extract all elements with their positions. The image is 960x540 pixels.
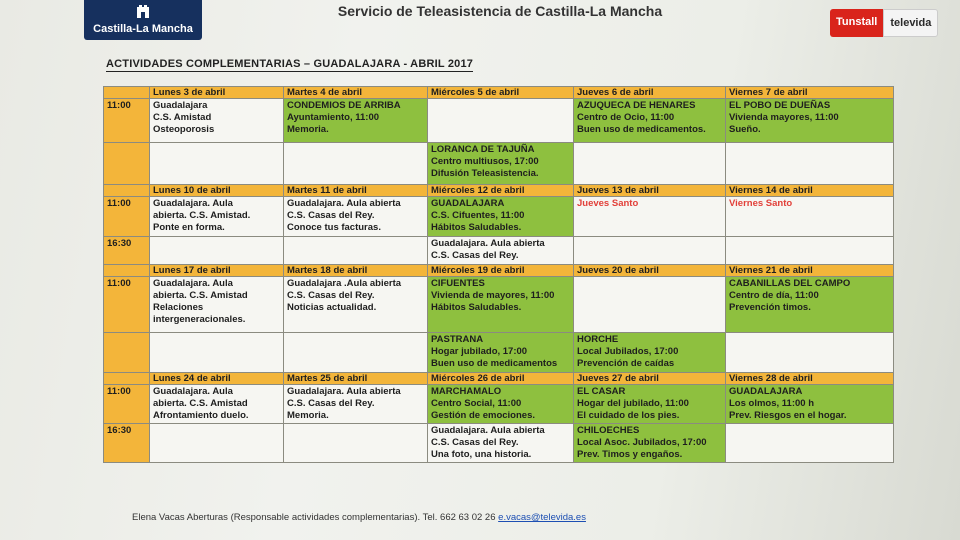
day-header: Viernes 14 de abril	[726, 185, 894, 197]
activity-text: CHILOECHES Local Asoc. Jubilados, 17:00 Prev. Timos y engaños.	[577, 425, 707, 460]
activity-cell	[150, 99, 284, 143]
day-header: Lunes 24 de abril	[150, 373, 284, 385]
televida-text: televida	[883, 9, 938, 37]
activity-cell	[726, 237, 894, 265]
week-header-row	[104, 185, 894, 197]
time-header-cell	[104, 373, 150, 385]
activity-cell	[574, 385, 726, 424]
time-cell: 11:00	[104, 197, 150, 237]
activity-text: MARCHAMALO Centro Social, 11:00 Gestión de emociones.	[431, 386, 535, 421]
activity-cell	[726, 143, 894, 185]
day-header: Miércoles 12 de abril	[428, 185, 574, 197]
activity-cell	[726, 277, 894, 333]
activity-text: CIFUENTES Vivienda de mayores, 11:00 Hábitos Saludables.	[431, 278, 555, 313]
activity-text: Guadalajara C.S. Amistad Osteoporosis	[153, 100, 215, 135]
activity-cell	[428, 333, 574, 373]
activity-cell	[574, 99, 726, 143]
activity-cell	[284, 197, 428, 237]
day-header: Viernes 28 de abril	[726, 373, 894, 385]
activity-row	[104, 99, 894, 143]
activity-cell	[284, 237, 428, 265]
activity-text: GUADALAJARA C.S. Cifuentes, 11:00 Hábitos Saludables.	[431, 198, 525, 233]
activity-row	[104, 143, 894, 185]
day-header: Jueves 27 de abril	[574, 373, 726, 385]
activity-cell	[150, 333, 284, 373]
schedule-table	[103, 86, 894, 463]
time-cell: 11:00	[104, 385, 150, 424]
activity-text: HORCHE Local Jubilados, 17:00 Prevención de caídas	[577, 334, 679, 369]
activity-cell	[574, 237, 726, 265]
time-header-cell	[104, 185, 150, 197]
week-header-row	[104, 265, 894, 277]
activity-text: EL POBO DE DUEÑAS Vivienda mayores, 11:00 Sueño.	[729, 100, 839, 135]
activity-cell	[428, 237, 574, 265]
footer-text: Elena Vacas Aberturas (Responsable actividades complementarias). Tel. 662 63 02 26	[132, 512, 496, 523]
activity-cell	[726, 385, 894, 424]
activity-cell	[150, 385, 284, 424]
activity-cell	[574, 143, 726, 185]
week-header-row	[104, 373, 894, 385]
day-header: Lunes 17 de abril	[150, 265, 284, 277]
activity-cell	[150, 197, 284, 237]
day-header: Lunes 3 de abril	[150, 87, 284, 99]
time-cell: 11:00	[104, 277, 150, 333]
activity-text: Guadalajara. Aula abierta. C.S. Amistad Relaciones intergeneracionales.	[153, 278, 248, 325]
activity-text: CONDEMIOS DE ARRIBA Ayuntamiento, 11:00 Memoria.	[287, 100, 401, 135]
time-cell: 11:00	[104, 99, 150, 143]
day-header: Martes 4 de abril	[284, 87, 428, 99]
activity-cell	[284, 143, 428, 185]
activity-text: Guadalajara. Aula abierta. C.S. Amistad. Ponte en forma.	[153, 198, 251, 233]
activity-text: Jueves Santo	[577, 198, 639, 209]
activity-text: EL CASAR Hogar del jubilado, 11:00 El cuidado de los pies.	[577, 386, 689, 421]
day-header: Martes 11 de abril	[284, 185, 428, 197]
activity-cell	[574, 333, 726, 373]
activity-row	[104, 385, 894, 424]
activity-cell	[574, 424, 726, 463]
time-cell	[104, 143, 150, 185]
activity-row	[104, 424, 894, 463]
time-cell: 16:30	[104, 424, 150, 463]
activity-row	[104, 237, 894, 265]
day-header: Viernes 7 de abril	[726, 87, 894, 99]
activity-cell	[428, 197, 574, 237]
activity-cell	[726, 424, 894, 463]
document-heading: ACTIVIDADES COMPLEMENTARIAS – GUADALAJARA - ABRIL 2017	[106, 58, 474, 70]
activity-cell	[428, 99, 574, 143]
activity-row	[104, 333, 894, 373]
activity-cell	[726, 99, 894, 143]
logo-left-text: Castilla-La Mancha	[93, 23, 193, 35]
activity-cell	[428, 385, 574, 424]
day-header: Jueves 13 de abril	[574, 185, 726, 197]
day-header: Miércoles 26 de abril	[428, 373, 574, 385]
week-header-row	[104, 87, 894, 99]
day-header: Viernes 21 de abril	[726, 265, 894, 277]
day-header: Martes 25 de abril	[284, 373, 428, 385]
activity-cell	[284, 424, 428, 463]
day-header: Miércoles 5 de abril	[428, 87, 574, 99]
activity-text: Guadalajara. Aula abierta C.S. Casas del Rey. Memoria.	[287, 386, 401, 421]
day-header: Martes 18 de abril	[284, 265, 428, 277]
activity-text: Guadalajara .Aula abierta C.S. Casas del Rey. Noticias actualidad.	[287, 278, 402, 313]
activity-cell	[150, 143, 284, 185]
activity-cell	[726, 333, 894, 373]
activity-cell	[574, 197, 726, 237]
day-header: Jueves 20 de abril	[574, 265, 726, 277]
activity-cell	[428, 143, 574, 185]
activity-cell	[428, 424, 574, 463]
footer-email-link[interactable]: e.vacas@televida.es	[498, 512, 586, 523]
activity-text: AZUQUECA DE HENARES Centro de Ocio, 11:00 Buen uso de medicamentos.	[577, 100, 706, 135]
activity-cell	[150, 424, 284, 463]
activity-row	[104, 197, 894, 237]
activity-cell	[574, 277, 726, 333]
time-header-cell	[104, 265, 150, 277]
activity-text: LORANCA DE TAJUÑA Centro multiusos, 17:00 Difusión Teleasistencia.	[431, 144, 539, 179]
activity-cell	[284, 99, 428, 143]
time-header-cell	[104, 87, 150, 99]
day-header: Lunes 10 de abril	[150, 185, 284, 197]
activity-text: Guadalajara. Aula abierta C.S. Casas del Rey. Una foto, una historia.	[431, 425, 545, 460]
activity-cell	[284, 385, 428, 424]
activity-text: Viernes Santo	[729, 198, 793, 209]
activity-cell	[284, 277, 428, 333]
activity-text: CABANILLAS DEL CAMPO Centro de día, 11:00 Prevención timos.	[729, 278, 851, 313]
activity-cell	[150, 277, 284, 333]
activity-text: Guadalajara. Aula abierta. C.S. Amistad Afrontamiento duelo.	[153, 386, 249, 421]
activity-text: GUADALAJARA Los olmos, 11:00 h Prev. Riesgos en el hogar.	[729, 386, 847, 421]
time-cell	[104, 333, 150, 373]
activity-text: Guadalajara. Aula abierta C.S. Casas del Rey. Conoce tus facturas.	[287, 198, 401, 233]
activity-cell	[726, 197, 894, 237]
page-title: Servicio de Teleasistencia de Castilla-La Mancha	[337, 3, 663, 19]
activity-cell	[150, 237, 284, 265]
crest-icon	[135, 4, 151, 20]
activity-row	[104, 277, 894, 333]
castilla-la-mancha-logo	[84, 0, 202, 40]
day-header: Jueves 6 de abril	[574, 87, 726, 99]
activity-cell	[428, 277, 574, 333]
tunstall-televida-logo	[830, 9, 938, 37]
time-cell: 16:30	[104, 237, 150, 265]
activity-text: PASTRANA Hogar jubilado, 17:00 Buen uso de medicamentos	[431, 334, 558, 369]
footer-contact	[132, 512, 586, 523]
day-header: Miércoles 19 de abril	[428, 265, 574, 277]
activity-cell	[284, 333, 428, 373]
tunstall-text: Tunstall	[830, 9, 883, 37]
activity-text: Guadalajara. Aula abierta C.S. Casas del Rey.	[431, 238, 545, 261]
